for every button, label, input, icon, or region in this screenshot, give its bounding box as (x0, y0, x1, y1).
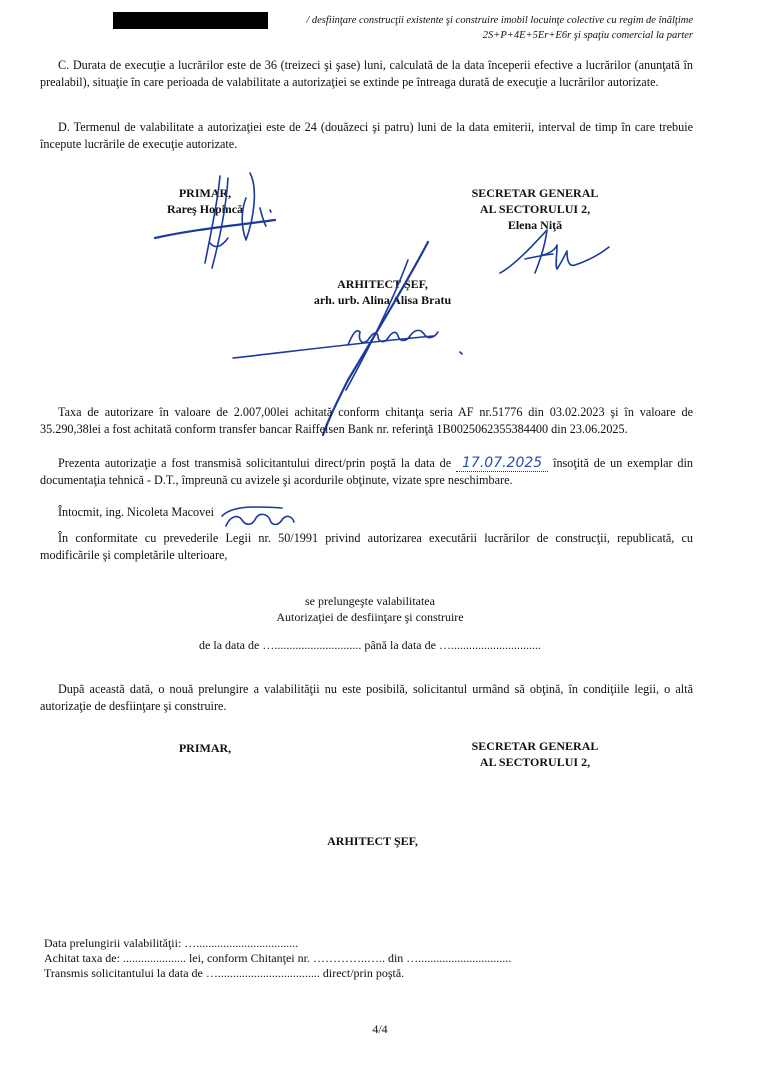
prelungire-period: de la data de …............................. până la data de ….............................. (199, 638, 541, 652)
footer-data-prelungirii: Data prelungirii valabilităţii: ….................................. (44, 936, 299, 950)
intocmit-signature (212, 500, 302, 534)
header-line-1: / desfiinţare construcţii existente şi construire imobil locuinţe colective cu regim de înălţime (306, 15, 693, 26)
secretar-title-bottom-line2: AL SECTORULUI 2, (479, 755, 591, 769)
paragraph-d: D. Termenul de valabilitate a autorizaţiei este de 24 (douăzeci şi patru) luni de la data emiterii, interval de timp în care trebuie începute lucrările de execuţie autorizate. (40, 120, 693, 151)
primar-title: PRIMAR, (178, 186, 232, 200)
handwritten-date: 17.07.2025 (456, 455, 548, 472)
redacted-block (113, 12, 268, 29)
primar-title-bottom: PRIMAR, (178, 741, 232, 755)
prelungire-heading-2: Autorizaţiei de desfiinţare şi construire (276, 610, 464, 624)
paragraph-lege: În conformitate cu prevederile Legii nr. 50/1991 privind autorizarea executării lucrărilor de construcţii, republicată, cu modificările şi completările ulterioare, (40, 531, 693, 562)
secretar-signature (495, 225, 615, 280)
footer-achitat: Achitat taxa de: ..................... lei, conform Chitanţei nr. …………..….. din …............................... (44, 951, 512, 965)
secretar-name: Elena Niţă (507, 218, 563, 232)
paragraph-dupa: După această dată, o nouă prelungire a valabilităţii nu este posibilă, solicitantul urmând să obţină, în condiţiile legii, o altă autorizaţie de desfiinţare şi construire. (40, 682, 693, 713)
header-line-2: 2S+P+4E+5Er+E6r şi spaţiu comercial la parter (482, 30, 693, 41)
secretar-title-line1: SECRETAR GENERAL (471, 186, 599, 200)
arhitect-title-bottom: ARHITECT ŞEF, (327, 834, 418, 848)
arhitect-name: arh. urb. Alina Alisa Bratu (313, 293, 452, 307)
page-number: 4/4 (372, 1022, 388, 1036)
secretar-title-line2: AL SECTORULUI 2, (479, 202, 591, 216)
prelungire-heading-1: se prelungeşte valabilitatea (305, 594, 435, 608)
paragraph-c: C. Durata de execuţie a lucrărilor este de 36 (treizeci şi şase) luni, calculată de la data începerii efective a lucrărilor (anunţată în prealabil), situaţie în care perioada de valabilitate a autorizaţiei se extinde pe întreaga durată de execuţie a lucrărilor autorizate. (40, 58, 693, 89)
arhitect-title: ARHITECT ŞEF, (337, 277, 428, 291)
secretar-title-bottom-line1: SECRETAR GENERAL (471, 739, 599, 753)
footer-transmis: Transmis solicitantului la data de ….................................. direct/prin poştă. (44, 966, 405, 980)
paragraph-taxa: Taxa de autorizare în valoare de 2.007,00lei achitată conform chitanţa seria AF nr.51776 din 03.02.2023 şi în valoare de 35.290,38lei a fost achitată conform transfer bancar Raiffeisen Bank nr. referinţă 1B0025062355384400 din 23.06.2025. (40, 405, 693, 436)
primar-name: Rareş Hopincă (166, 202, 244, 216)
intocmit-line: Întocmit, ing. Nicoleta Macovei (58, 505, 215, 519)
paragraph-transmisa: Prezenta autorizaţie a fost transmisă solicitantului direct/prin poştă la data de 17.07.2025 însoţită de un exemplar din documentaţia tehnică - D.T., împreună cu avizele şi acordurile obţinute, vizate spre neschimbare. (40, 455, 694, 487)
